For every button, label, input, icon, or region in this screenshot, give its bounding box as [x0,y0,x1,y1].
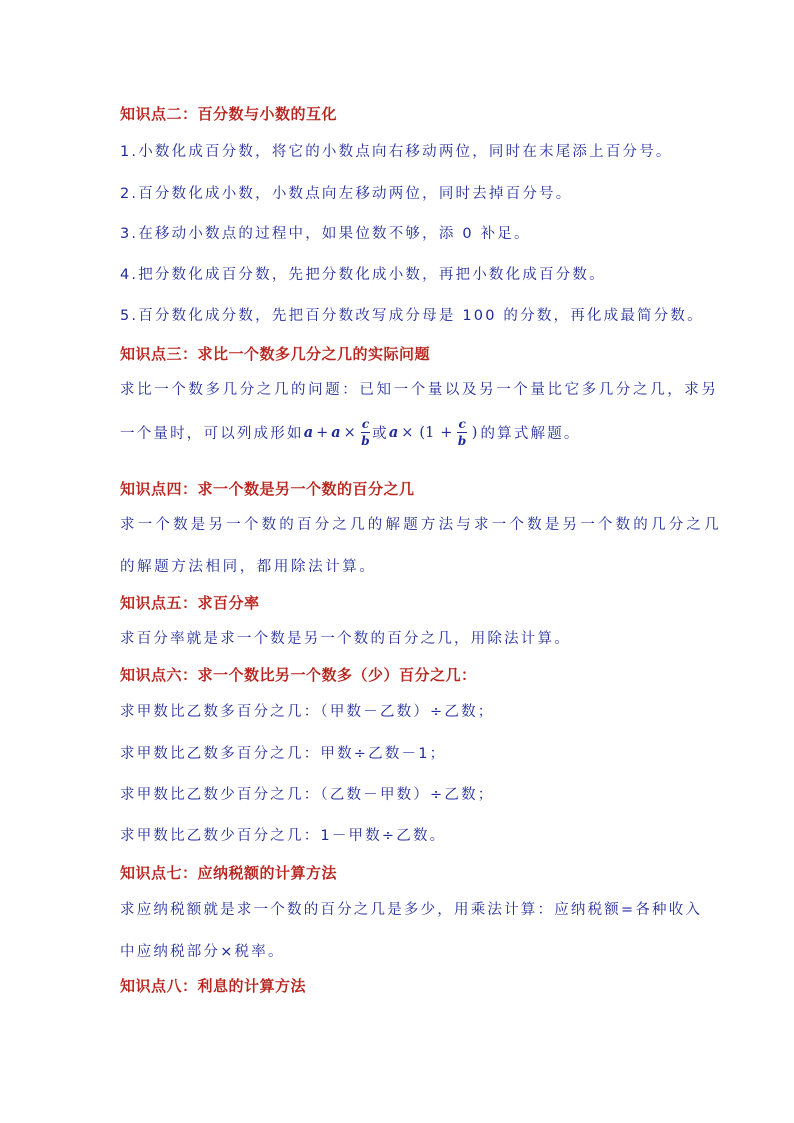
or-text: 或 [372,426,389,442]
k7-line-1: 求应纳税额就是求一个数的百分之几是多少，用乘法计算：应纳税额=各种收入 [120,902,703,918]
formula-var-a: a [388,424,399,441]
k6-line-4: 求甲数比乙数少百分之几：1－甲数÷乙数。 [120,828,447,844]
section-title-k3: 知识点三：求比一个数多几分之几的实际问题 [120,345,431,363]
k4-line-1: 求一个数是另一个数的百分之几的解题方法与求一个数是另一个数的几分之几 [120,517,722,533]
k3-line-1: 求比一个数多几分之几的问题：已知一个量以及另一个量比它多几分之几，求另 [120,382,719,398]
k3-line-2-prefix: 一个量时，可以列成形如 [120,426,304,442]
fraction-denominator: b [361,434,370,448]
k2-line-1: 1.小数化成百分数，将它的小数点向右移动两位，同时在末尾添上百分号。 [120,144,673,160]
section-title-k4: 知识点四：求一个数是另一个数的百分之几 [120,480,415,498]
k6-line-3: 求甲数比乙数少百分之几：（乙数－甲数）÷乙数； [120,787,495,803]
k2-line-3: 3.在移动小数点的过程中，如果位数不够，添 0 补足。 [120,226,531,242]
section-title-k6: 知识点六：求一个数比另一个数多（少）百分之几： [120,666,477,684]
fraction-denominator: b [457,434,467,448]
plus-sign: + [440,424,453,441]
fraction-c-over-b [361,418,370,447]
section-title-k7: 知识点七：应纳税额的计算方法 [120,864,338,882]
fraction-c-over-b [457,418,466,447]
k6-line-1: 求甲数比乙数多百分之几：（甲数－乙数）÷乙数； [120,704,495,720]
fraction-numerator: c [458,417,466,431]
section-title-k2: 知识点二：百分数与小数的互化 [120,105,338,123]
formula-var-a: a [331,424,341,441]
section-title-k8: 知识点八：利息的计算方法 [120,977,307,995]
formula-var-a: a [303,424,314,441]
k2-line-2: 2.百分数化成小数，小数点向左移动两位，同时去掉百分号。 [120,186,573,202]
k4-line-2: 的解题方法相同，都用除法计算。 [120,559,377,575]
plus-sign: + [316,424,329,441]
k6-line-2: 求甲数比乙数多百分之几：甲数÷乙数－1； [120,746,447,762]
section-title-k5: 知识点五：求百分率 [120,594,260,612]
k2-line-4: 4.把分数化成百分数，先把分数化成小数，再把小数化成百分数。 [120,267,606,283]
k7-line-2: 中应纳税部分×税率。 [120,944,285,960]
open-paren-one: (1 [419,424,435,441]
k3-line-2-suffix: 的算式解题。 [480,426,581,442]
k5-line-1: 求百分率就是求一个数是另一个数的百分之几，用除法计算。 [120,631,571,647]
close-paren: ) [471,424,478,441]
times-sign: × [401,424,414,441]
times-sign: × [343,424,356,441]
k3-line-2 [120,418,581,447]
k2-line-5: 5.百分数化成分数，先把百分数改写成分母是 100 的分数，再化成最简分数。 [120,308,704,324]
fraction-numerator: c [361,417,370,431]
